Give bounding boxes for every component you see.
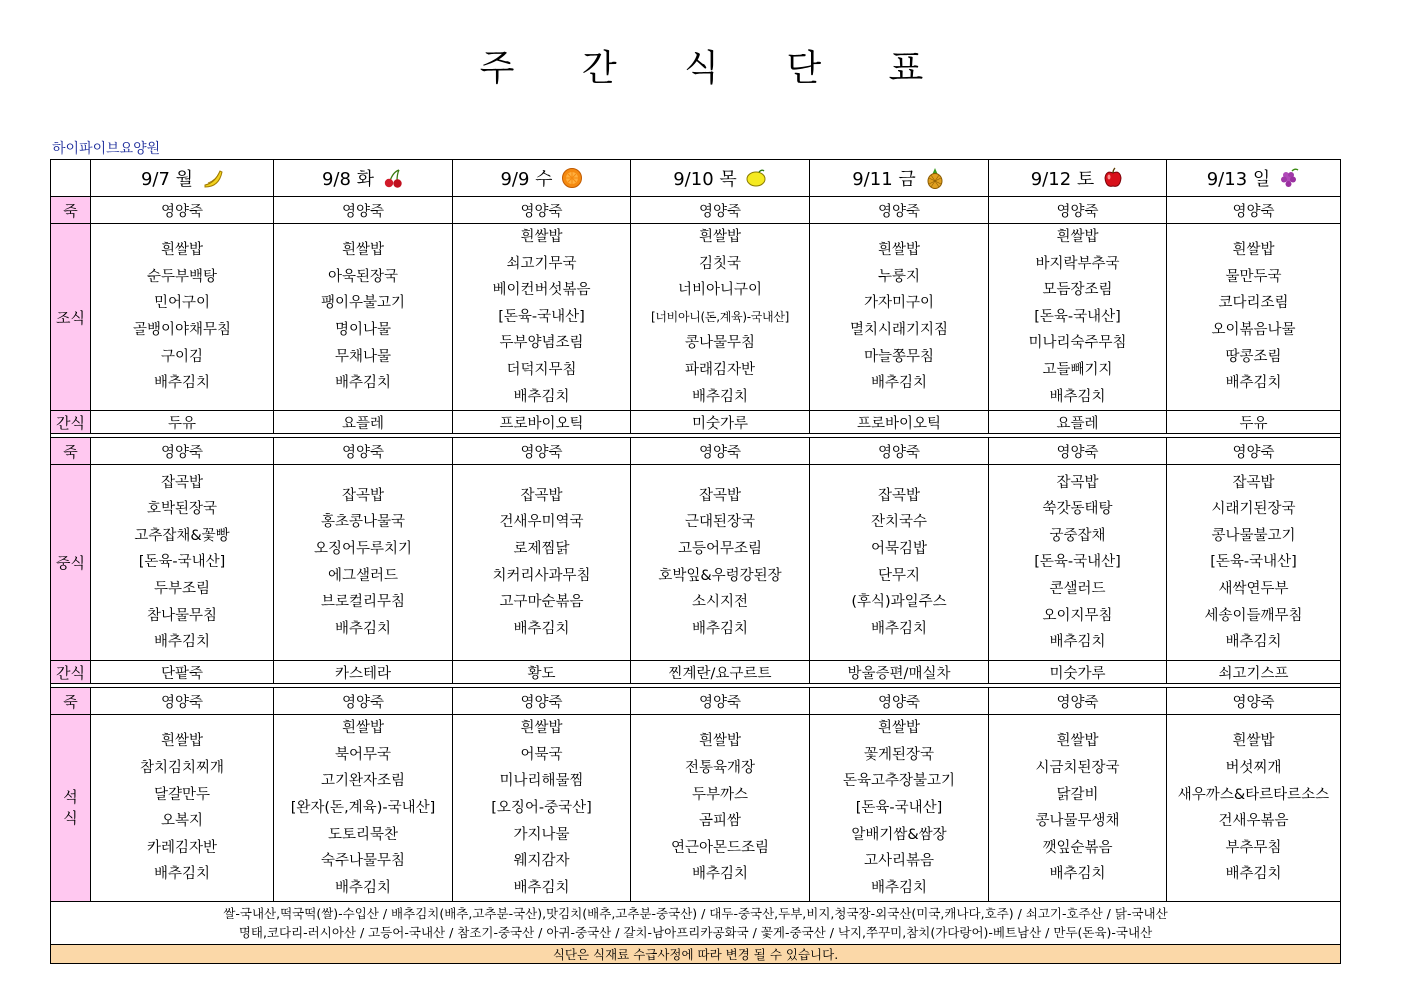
row-label: [51, 224, 91, 411]
menu-item: 어묵김밥: [870, 541, 928, 558]
menu-item: (후식)과일주스: [851, 594, 947, 611]
row-label: 죽: [51, 688, 91, 715]
menu-item: 미나리해물찜: [499, 773, 584, 790]
menu-cell: [274, 465, 453, 661]
day-header-content: [1207, 165, 1301, 191]
menu-item: 세송이들깨무침: [1204, 607, 1303, 624]
menu-item: 도토리묵찬: [327, 826, 399, 843]
morning-snack-row: [51, 411, 1341, 434]
menu-item: 홍초콩나물국: [320, 514, 406, 531]
menu-item: 어묵국: [520, 746, 563, 763]
menu-item: 흰쌀밥: [520, 720, 563, 737]
menu-item: 전통육개장: [684, 760, 756, 777]
menu-item: 마늘쫑무침: [863, 348, 935, 365]
menu-item: 고추잡채&꽃빵: [134, 527, 230, 544]
menu-item: 아욱된장국: [327, 268, 399, 285]
menu-item: 호박잎&우렁강된장: [658, 567, 782, 584]
menu-item: 호박된장국: [146, 501, 218, 518]
menu-cell: 미숫가루: [631, 411, 810, 434]
menu-item: 닭갈비: [1056, 786, 1099, 803]
menu-item: 누룽지: [877, 268, 921, 285]
menu-item: [돈육-국내산]: [498, 308, 585, 325]
breakfast-row: [51, 224, 1341, 411]
origin-info: [51, 902, 1341, 945]
menu-item: 잡곡밥: [1056, 474, 1099, 491]
menu-item: 물만두국: [1225, 268, 1282, 285]
menu-cell: [1167, 465, 1341, 661]
menu-item: 꽃게된장국: [863, 746, 935, 763]
menu-cell: 영양죽: [274, 688, 453, 715]
day-date: 9/13 일: [1206, 169, 1271, 190]
menu-cell: [453, 715, 631, 902]
menu-cell: 영양죽: [989, 197, 1167, 224]
menu-item: 콘샐러드: [1049, 580, 1106, 597]
menu-item: 고들빼기지: [1042, 361, 1113, 378]
menu-item: 로제찜닭: [513, 541, 570, 558]
menu-item: 배추김치: [334, 879, 392, 896]
menu-cell: 영양죽: [1167, 688, 1341, 715]
menu-item: 배추김치: [1049, 388, 1106, 405]
menu-item: 배추김치: [334, 620, 392, 637]
menu-cell: 찐계란/요구르트: [631, 661, 810, 684]
menu-item: 깻잎순볶음: [1042, 839, 1113, 856]
menu-cell: [91, 715, 274, 902]
row-label: 죽: [51, 438, 91, 465]
menu-cell: [274, 224, 453, 411]
menu-item: 흰쌀밥: [160, 733, 204, 750]
menu-cell: [989, 465, 1167, 661]
menu-item: 바지락부추국: [1035, 255, 1120, 272]
menu-item: 흰쌀밥: [698, 733, 742, 750]
menu-item: 고등어무조림: [677, 541, 763, 558]
menu-item: 흰쌀밥: [1056, 733, 1099, 750]
menu-cell: [91, 224, 274, 411]
menu-item: 달걀만두: [153, 786, 211, 803]
corner-cell: [51, 160, 91, 197]
menu-item: 오복지: [160, 813, 204, 830]
menu-item: 잔치국수: [870, 514, 928, 531]
menu-cell: 미숫가루: [989, 661, 1167, 684]
menu-item: 미나리숙주무침: [1028, 335, 1127, 352]
menu-item: 흰쌀밥: [341, 720, 385, 737]
menu-cell: 황도: [453, 661, 631, 684]
menu-item: 김칫국: [698, 255, 742, 272]
menu-item: 배추김치: [691, 620, 749, 637]
menu-cell: [989, 224, 1167, 411]
menu-item: 배추김치: [513, 879, 570, 896]
day-header: [1167, 160, 1341, 197]
menu-item: 잡곡밥: [520, 487, 563, 504]
menu-item: 더덕지무침: [506, 361, 577, 378]
menu-cell: [989, 715, 1167, 902]
menu-cell: [631, 715, 810, 902]
menu-item: 알배기쌈&쌈장: [851, 826, 947, 843]
day-header-content: [673, 165, 767, 191]
afternoon-snack-row: [51, 661, 1341, 684]
menu-item: 건새우미역국: [499, 514, 584, 531]
menu-item: 단무지: [877, 567, 921, 584]
menu-item: 배추김치: [513, 620, 570, 637]
menu-item: 배추김치: [513, 388, 570, 405]
menu-item: 배추김치: [1049, 634, 1106, 651]
row-label: 간식: [51, 661, 91, 684]
menu-cell: 영양죽: [810, 438, 989, 465]
row-label-text: 식: [63, 809, 78, 828]
orange-icon: [561, 167, 583, 189]
grape-icon: [1278, 167, 1300, 189]
menu-item: 베이컨버섯볶음: [492, 282, 591, 299]
menu-item: 배추김치: [1225, 866, 1282, 883]
menu-cell: [453, 224, 631, 411]
menu-item: 흰쌀밥: [160, 242, 204, 259]
menu-item: 건새우볶음: [1218, 813, 1289, 830]
row-label: 죽: [51, 197, 91, 224]
menu-item: 골뱅이야채무침: [132, 322, 232, 339]
menu-item: 잡곡밥: [341, 487, 385, 504]
menu-item: 새싹연두부: [1218, 580, 1289, 597]
dinner-juk-row: [51, 688, 1341, 715]
menu-item: 무채나물: [334, 348, 392, 365]
menu-item: [돈육-국내산]: [1034, 554, 1121, 571]
menu-item: 두부양념조림: [499, 335, 584, 352]
menu-item: 잡곡밥: [698, 487, 742, 504]
menu-cell: 영양죽: [274, 438, 453, 465]
menu-item: 콩나물무생채: [1035, 813, 1120, 830]
menu-item: [오징어-중국산]: [491, 799, 592, 816]
menu-cell: 영양죽: [989, 438, 1167, 465]
day-header-content: [322, 165, 404, 191]
menu-item: 참치김치찌개: [139, 760, 225, 777]
menu-item: 웨지감자: [513, 853, 570, 870]
menu-item: 쇠고기무국: [506, 255, 577, 272]
menu-item: 숙주나물무침: [320, 853, 406, 870]
menu-cell: [631, 224, 810, 411]
origin-line: 명태,코다리-러시아산 / 고등어-국내산 / 참조기-중국산 / 아귀-중국산 / 갈치-남아프리카공화국 / 꽃게-중국산 / 낙지,쭈꾸미,참치(가다랑어)-베트남산 / 만두(돈육)-국내산: [238, 925, 1153, 941]
menu-item: 배추김치: [1225, 375, 1282, 392]
menu-item: 배추김치: [153, 634, 211, 651]
menu-cell: 영양죽: [453, 197, 631, 224]
menu-cell: 영양죽: [810, 197, 989, 224]
menu-item: 에그샐러드: [327, 567, 399, 584]
menu-item: 콩나물무침: [684, 335, 756, 352]
day-header-content: [1031, 165, 1125, 191]
menu-cell: 단팥죽: [91, 661, 274, 684]
menu-item: 북어무국: [334, 746, 392, 763]
menu-item: 코다리조림: [1218, 295, 1289, 312]
day-date: 9/7 월: [140, 169, 194, 190]
menu-item: 고기완자조림: [320, 773, 406, 790]
menu-item: 돈육고추장불고기: [842, 773, 956, 790]
menu-cell: [91, 465, 274, 661]
menu-item: [돈육-국내산]: [138, 554, 226, 571]
menu-cell: [810, 465, 989, 661]
notice-row: [51, 945, 1341, 964]
menu-item: 파래김자반: [684, 361, 756, 378]
menu-item: 브로컬리무침: [320, 594, 406, 611]
day-header: [274, 160, 453, 197]
header-row: [51, 160, 1341, 197]
menu-cell: 영양죽: [91, 197, 274, 224]
row-label: [51, 715, 91, 902]
apple-icon: [1102, 167, 1124, 189]
menu-item: 잡곡밥: [1232, 474, 1275, 491]
lemon-icon: [745, 167, 767, 189]
breakfast-juk-row: [51, 197, 1341, 224]
menu-cell: 영양죽: [91, 688, 274, 715]
menu-item: 치커리사과무침: [492, 567, 591, 584]
menu-item: 콩나물불고기: [1211, 527, 1296, 544]
menu-item: [돈육-국내산]: [855, 799, 943, 816]
menu-item: 모듬장조림: [1042, 282, 1113, 299]
day-header: [91, 160, 274, 197]
day-date: 9/10 목: [673, 169, 737, 190]
menu-item: 오징어두루치기: [313, 541, 413, 558]
menu-item: 쑥갓동태탕: [1042, 501, 1113, 518]
menu-item: 배추김치: [1225, 634, 1282, 651]
page-title: 주 간 식 단 표: [479, 48, 952, 89]
menu-item: 소시지전: [691, 594, 749, 611]
day-date: 9/8 화: [321, 169, 375, 190]
menu-item: [돈육-국내산]: [1034, 308, 1121, 325]
menu-cell: 쇠고기스프: [1167, 661, 1341, 684]
menu-cell: 영양죽: [631, 197, 810, 224]
menu-item: 참나물무침: [146, 607, 218, 624]
menu-item: 버섯찌개: [1225, 760, 1282, 777]
origin-row: [51, 902, 1341, 945]
menu-item: 카레김자반: [146, 839, 218, 856]
day-header: [810, 160, 989, 197]
menu-cell: 영양죽: [453, 438, 631, 465]
menu-cell: 영양죽: [453, 688, 631, 715]
row-label: 간식: [51, 411, 91, 434]
menu-item: 배추김치: [870, 620, 928, 637]
menu-item: 잡곡밥: [160, 474, 204, 491]
menu-item: 배추김치: [870, 375, 928, 392]
menu-cell: 영양죽: [989, 688, 1167, 715]
menu-cell: 방울증편/매실차: [810, 661, 989, 684]
menu-item: 시래기된장국: [1211, 501, 1296, 518]
menu-cell: [1167, 715, 1341, 902]
menu-item: 배추김치: [334, 375, 392, 392]
menu-item: 오이지무침: [1042, 607, 1113, 624]
origin-line: 쌀-국내산,떡국떡(쌀)-수입산 / 배추김치(배추,고추분-국산),맛김치(배추,고추분-중국산) / 대두-중국산,두부,비지,청국장-외국산(미국,캐나다,호주) / 쇠고기-호주산 / 닭-국내산: [223, 906, 1168, 922]
notice: 식단은 식재료 수급사정에 따라 변경 될 수 있습니다.: [51, 945, 1341, 964]
menu-item: 흰쌀밥: [698, 229, 742, 245]
menu-item: 흰쌀밥: [877, 720, 921, 737]
menu-cell: 프로바이오틱: [453, 411, 631, 434]
menu-item: 잡곡밥: [877, 487, 921, 504]
menu-item: 흰쌀밥: [341, 242, 385, 259]
menu-item: 흰쌀밥: [520, 229, 563, 245]
menu-item: [돈육-국내산]: [1210, 554, 1297, 571]
menu-cell: [810, 224, 989, 411]
cherry-icon: [382, 167, 404, 189]
menu-item: 순두부백탕: [146, 268, 218, 285]
menu-cell: [274, 715, 453, 902]
menu-item: 흰쌀밥: [1232, 733, 1275, 750]
pineapple-icon: [924, 167, 946, 189]
day-date: 9/12 토: [1030, 169, 1095, 190]
menu-cell: [453, 465, 631, 661]
menu-item: 배추김치: [153, 375, 211, 392]
day-header-content: [141, 165, 223, 191]
menu-cell: 두유: [91, 411, 274, 434]
menu-item: 팽이우불고기: [320, 295, 406, 312]
menu-item: 궁중잡채: [1049, 527, 1106, 544]
banana-icon: [201, 167, 223, 189]
menu-item: [완자(돈,계육)-국내산]: [290, 799, 436, 816]
menu-item: 가지나물: [513, 826, 570, 843]
organization-name: 하이파이브요양원: [52, 141, 161, 157]
day-header-content: [852, 165, 946, 191]
menu-item: 배추김치: [691, 866, 749, 883]
day-header: [631, 160, 810, 197]
menu-cell: 영양죽: [274, 197, 453, 224]
day-date: 9/9 수: [500, 169, 553, 190]
menu-item: 땅콩조림: [1225, 348, 1282, 365]
menu-item: 근대된장국: [684, 514, 756, 531]
dinner-row: [51, 715, 1341, 902]
menu-item: 구이김: [160, 348, 204, 365]
menu-item: 배추김치: [153, 866, 211, 883]
row-label-text: 석: [63, 788, 78, 807]
menu-item: 부추무침: [1225, 839, 1282, 856]
day-header: [989, 160, 1167, 197]
menu-item: 흰쌀밥: [1232, 242, 1275, 259]
menu-cell: 영양죽: [631, 438, 810, 465]
menu-item: 멸치시래기지짐: [849, 322, 949, 339]
menu-item: 두부까스: [691, 786, 749, 803]
menu-cell: [631, 465, 810, 661]
row-label-text: 중식: [56, 554, 85, 573]
menu-cell: 카스테라: [274, 661, 453, 684]
menu-item: 고구마순볶음: [499, 594, 584, 611]
menu-cell: 영양죽: [1167, 438, 1341, 465]
day-header: [453, 160, 631, 197]
day-header-content: [500, 165, 582, 191]
menu-item: 가자미구이: [863, 295, 935, 312]
lunch-juk-row: [51, 438, 1341, 465]
menu-cell: 요플레: [274, 411, 453, 434]
menu-item: [너비아니(돈,계육)-국내산]: [651, 309, 789, 324]
menu-cell: 프로바이오틱: [810, 411, 989, 434]
menu-cell: [1167, 224, 1341, 411]
row-label: [51, 465, 91, 661]
menu-item: 연근아몬드조림: [670, 839, 770, 856]
lunch-row: [51, 465, 1341, 661]
menu-item: 배추김치: [870, 879, 928, 896]
menu-item: 새우까스&타르타르소스: [1177, 786, 1330, 803]
menu-cell: 요플레: [989, 411, 1167, 434]
menu-cell: 영양죽: [1167, 197, 1341, 224]
menu-cell: 두유: [1167, 411, 1341, 434]
menu-item: 너비아니구이: [677, 282, 763, 299]
menu-cell: 영양죽: [631, 688, 810, 715]
menu-item: 명이나물: [334, 322, 392, 339]
menu-item: 시금치된장국: [1035, 760, 1120, 777]
menu-item: 곰피쌈: [698, 813, 742, 830]
menu-item: 배추김치: [1049, 866, 1106, 883]
menu-item: 두부조림: [153, 580, 211, 597]
menu-item: 오이볶음나물: [1211, 322, 1296, 339]
menu-item: 흰쌀밥: [877, 242, 921, 259]
menu-cell: [810, 715, 989, 902]
day-date: 9/11 금: [852, 169, 916, 190]
row-label-text: 조식: [56, 308, 85, 327]
menu-item: 흰쌀밥: [1056, 229, 1099, 245]
menu-item: 배추김치: [691, 388, 749, 405]
menu-item: 민어구이: [153, 295, 211, 312]
weekly-menu-table: [50, 159, 1341, 964]
menu-cell: 영양죽: [810, 688, 989, 715]
menu-item: 고사리볶음: [863, 853, 935, 870]
menu-cell: 영양죽: [91, 438, 274, 465]
